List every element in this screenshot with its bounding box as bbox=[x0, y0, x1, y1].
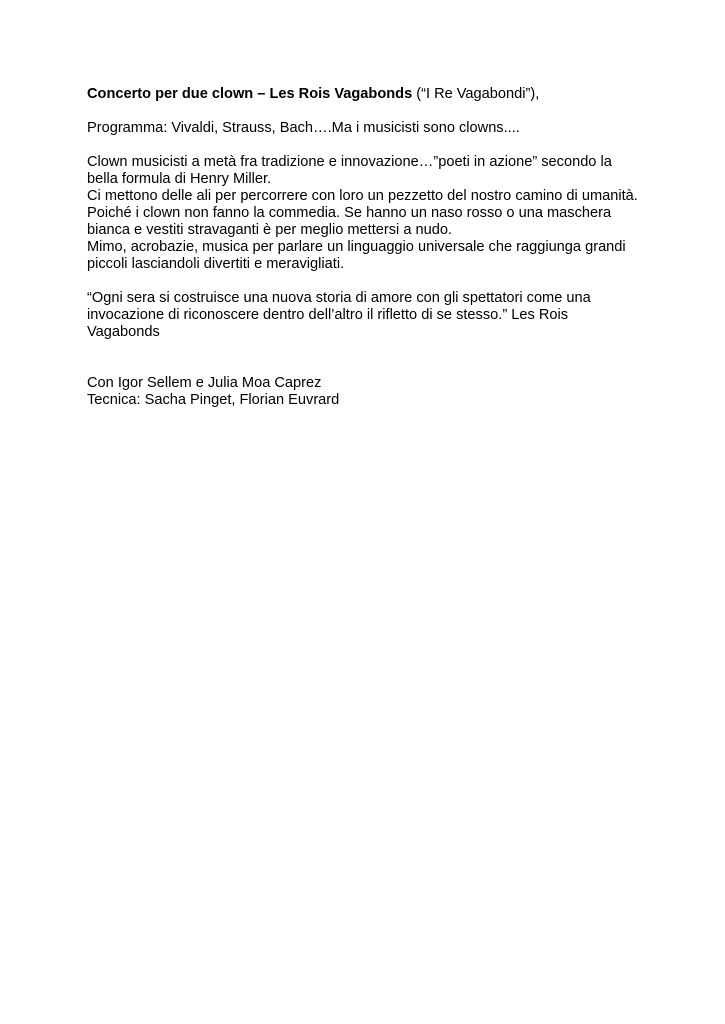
spacer bbox=[87, 341, 687, 358]
paragraph-line: piccoli lasciandoli divertiti e meravigliati. bbox=[87, 256, 345, 272]
quote-paragraph bbox=[87, 290, 687, 341]
description-paragraph bbox=[87, 154, 687, 273]
title-bold: Concerto per due clown – Les Rois Vagabonds bbox=[87, 86, 413, 102]
spacer bbox=[87, 358, 687, 375]
spacer bbox=[87, 137, 687, 154]
paragraph-line: bianca e vestiti stravaganti è per meglio mettersi a nudo. bbox=[87, 222, 453, 238]
paragraph-line: Poiché i clown non fanno la commedia. Se hanno un naso rosso o una maschera bbox=[87, 205, 612, 221]
paragraph-line: Ci mettono delle ali per percorrere con loro un pezzetto del nostro camino di umanità. bbox=[87, 188, 638, 204]
paragraph-line: Mimo, acrobazie, musica per parlare un linguaggio universale che raggiunga grandi bbox=[87, 239, 626, 255]
document-body bbox=[87, 86, 687, 409]
quote-line: Vagabonds bbox=[87, 324, 160, 340]
credits-cast: Con Igor Sellem e Julia Moa Caprez bbox=[87, 375, 322, 391]
quote-line: “Ogni sera si costruisce una nuova storia di amore con gli spettatori come una bbox=[87, 290, 591, 306]
program-line: Programma: Vivaldi, Strauss, Bach….Ma i musicisti sono clowns.... bbox=[87, 120, 520, 136]
quote-line: invocazione di riconoscere dentro dell’altro il rifletto di se stesso.” Les Rois bbox=[87, 307, 569, 323]
credits bbox=[87, 375, 687, 409]
document-title bbox=[87, 86, 687, 103]
title-subtitle: (“I Re Vagabondi”), bbox=[412, 86, 540, 102]
credits-technical: Tecnica: Sacha Pinget, Florian Euvrard bbox=[87, 392, 340, 408]
paragraph-line: Clown musicisti a metà fra tradizione e innovazione…”poeti in azione” secondo la bbox=[87, 154, 612, 170]
spacer bbox=[87, 103, 687, 120]
spacer bbox=[87, 273, 687, 290]
paragraph-line: bella formula di Henry Miller. bbox=[87, 171, 272, 187]
